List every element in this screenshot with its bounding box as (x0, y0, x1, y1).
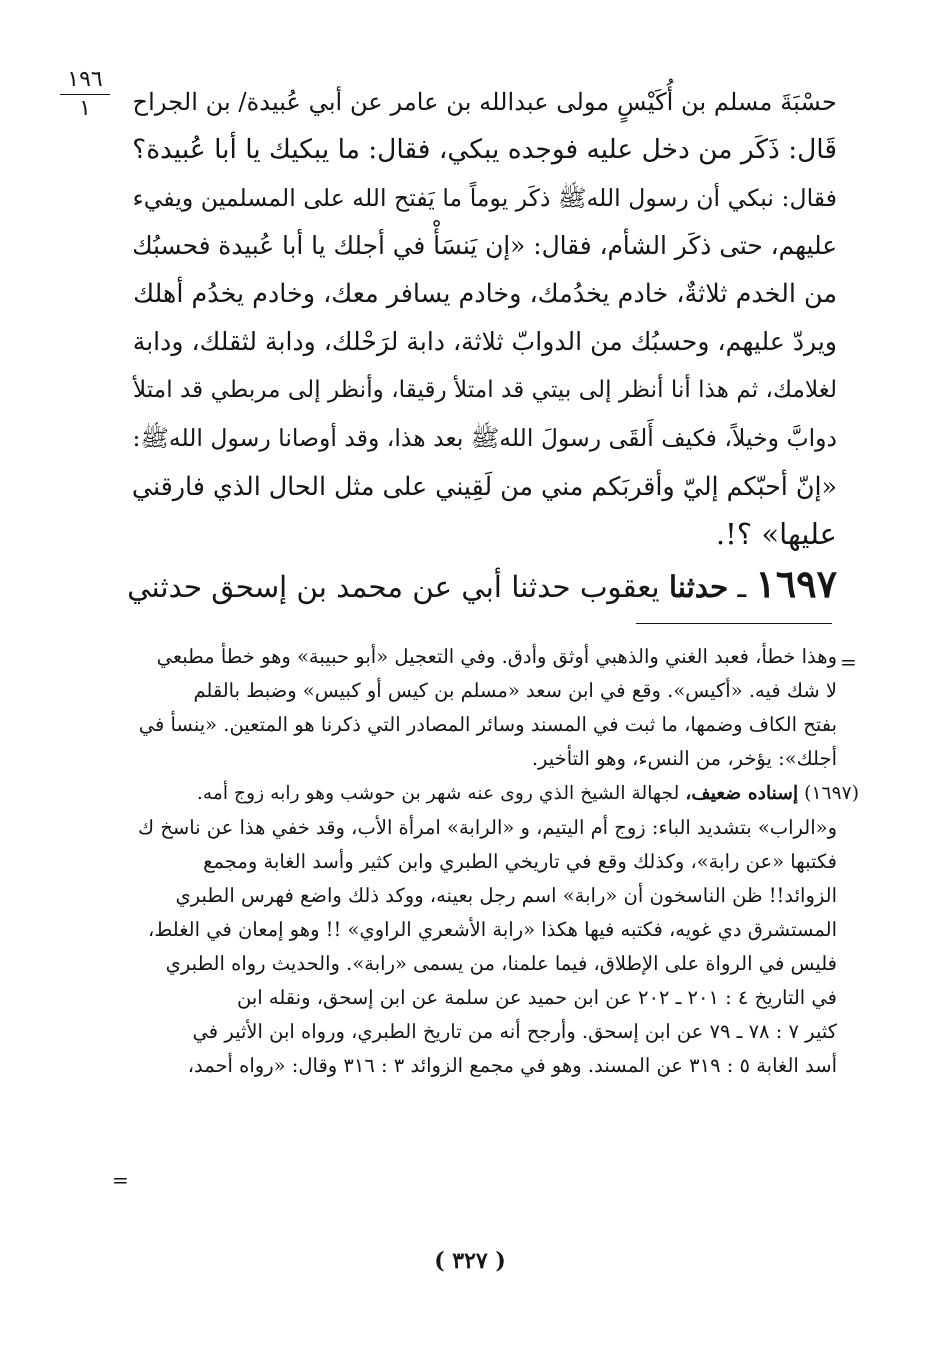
main-line: ويردّ عليهم، وحسبُك من الدوابّ ثلاثة، دابة لرَحْلك، ودابة لثقلك، ودابة (132, 327, 837, 356)
footnote-1697-label: (١٦٩٧) (804, 783, 859, 804)
main-line: دوابَّ وخيلاً، فكيف أَلقَى رسولَ اللهﷺ بعد هذا، وقد أوصانا رسول اللهﷺ: (132, 424, 837, 452)
main-line: لغلامك، ثم هذا أنا أنظر إلى بيتي قد امتلأ رقيقا، وأنظر إلى مربطي قد امتلأ (133, 376, 837, 403)
footnote-line: فليس في الرواة على الإطلاق، فيما علمنا، من يسمى «رابة». والحديث رواه الطبري (165, 952, 837, 975)
hadith-heading-text: يعقوب حدثنا أبي عن محمد بن إسحق حدثني (127, 570, 660, 604)
footnote-line: في التاريخ ٤ : ٢٠١ ـ ٢٠٢ عن ابن حميد عن سلمة عن ابن إسحق، ونقله ابن (237, 986, 837, 1009)
footnotes-block (125, 640, 859, 1083)
footnote-line: بفتح الكاف وضمها، ما ثبت في المسند وسائر المصادر التي ذكرنا هو المتعين. «ينسأ في (138, 713, 837, 736)
main-text-block (125, 78, 837, 558)
main-line: «إنّ أحبّكم إليّ وأقربَكم مني من لَقِيني على مثل الحال الذي فارقني (131, 471, 837, 501)
footnote-line: لا شك فيه. «أكيس». وقع في ابن سعد «مسلم بن كيس أو كبيس» وضبط بالقلم (193, 679, 837, 702)
hadith-dash: ـ (737, 570, 747, 604)
page-number: ( ٣٢٧ ) (434, 1248, 506, 1274)
hadith-number: ١٦٩٧ (755, 561, 837, 606)
main-line: قَال: ذَكَر من دخل عليه فوجده يبكي، فقال: ما يبكيك يا أبا عُبيدة؟ (132, 134, 837, 165)
hadith-bold-word: حدثنا (668, 570, 729, 604)
margin-reference (60, 68, 110, 121)
footnote-line: و«الراب» بتشديد الباء: زوج أم اليتيم، و «الرابة» امرأة الأب، وقد خفي هذا عن ناسخ ك (138, 816, 837, 839)
footnote-1697-text: لجهالة الشيخ الذي روى عنه شهر بن حوشب وهو رابه زوج أمه. (196, 783, 680, 804)
footnote-1697-grade: إسناده ضعيف، (685, 782, 799, 804)
main-line: فقال: نبكي أن رسول اللهﷺ ذكَر يوماً ما يَفتح الله على المسلمين ويفيء (132, 184, 837, 212)
footnote-line: فكتبها «عن رابة»، وكذلك وقع في تاريخي الطبري وابن كثير وأسد الغابة ومجمع (203, 850, 837, 873)
footnote-line: أجلك»: يؤخر، من النسء، وهو التأخير. (531, 747, 837, 770)
main-line: من الخدم ثلاثةٌ، خادم يخدُمك، وخادم يسافر معك، وخادم يخدُم أهلك (133, 279, 837, 309)
footnote-1697-first-line (125, 776, 859, 811)
footnote-line: وهذا خطأ، فعبد الغني والذهبي أوثق وأدق. وفي التعجيل «أبو حبيبة» وهو خطأ مطبعي (156, 645, 837, 668)
footnote-line: الزوائد!! ظن الناسخون أن «رابة» اسم رجل بعينه، ووكد ذلك واضع فهرس الطبري (175, 884, 837, 907)
footnote-line: كثير ٧ : ٧٨ ـ ٧٩ عن ابن إسحق. وأرجح أنه من تاريخ الطبري، ورواه ابن الأثير في (192, 1020, 837, 1043)
main-line: عليهم، حتى ذكَر الشأم، فقال: «إن يَنسَأْ في أجلك يا أبا عُبيدة فحسبُك (132, 231, 837, 260)
footnote-line: أسد الغابة ٥ : ٣١٩ عن المسند. وهو في مجمع الزوائد ٣ : ٣١٦ وقال: «رواه أحمد، (187, 1054, 837, 1077)
continuation-mark-bottom: = (112, 1168, 129, 1192)
footnote-line: المستشرق دي غويه، فكتبه فيها هكذا «رابة الأشعري الراوي» !! وهو إمعان في الغلط، (147, 918, 837, 941)
main-line: عليها» ؟!. (715, 517, 837, 551)
margin-reference-sub: ١ (79, 96, 91, 121)
hadith-heading (125, 556, 837, 615)
continuation-mark-top: = (840, 650, 857, 674)
margin-reference-number: ١٩٦ (60, 68, 110, 95)
footnote-separator (636, 623, 832, 624)
main-line: حسْبَةَ مسلم بن أُكَيْسٍ مولى عبدالله بن عامر عن أبي عُبيدة/ بن الجراح (132, 88, 837, 116)
